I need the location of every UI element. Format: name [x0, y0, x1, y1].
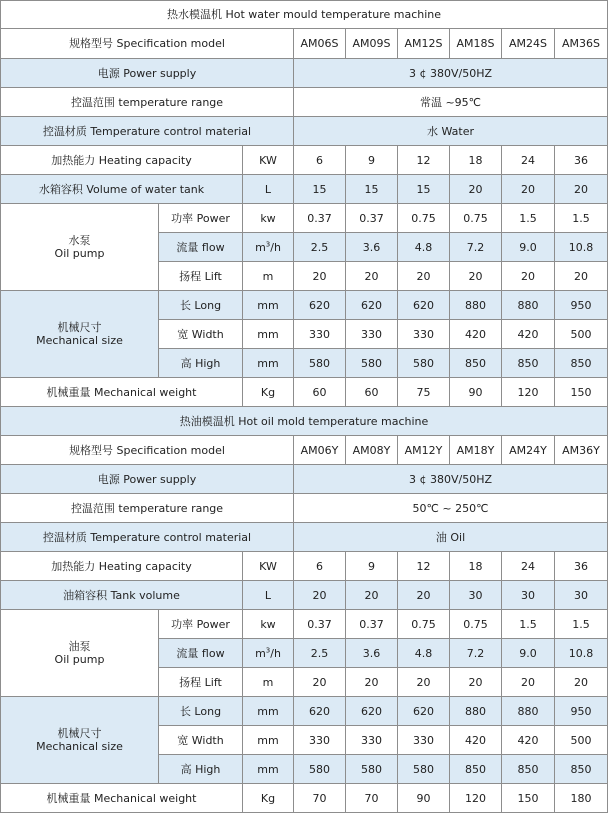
value-cell: 4.8 — [398, 639, 450, 668]
unit-cell: mm — [243, 755, 294, 784]
size-group-label — [1, 291, 159, 378]
size-label-en: Mechanical size — [36, 740, 123, 753]
oil-weight-row — [1, 784, 608, 813]
heating-label: 加热能力 Heating capacity — [1, 552, 243, 581]
model-cell: AM12S — [398, 29, 450, 59]
unit-cell: kw — [243, 610, 294, 639]
temp-material-value: 油 Oil — [294, 523, 608, 552]
value-cell: 180 — [555, 784, 608, 813]
value-cell: 850 — [555, 755, 608, 784]
value-cell: 6 — [294, 146, 346, 175]
value-cell: 7.2 — [450, 639, 502, 668]
value-cell: 2.5 — [294, 233, 346, 262]
value-cell: 420 — [450, 726, 502, 755]
value-cell: 20 — [502, 175, 555, 204]
value-cell: 70 — [346, 784, 398, 813]
value-cell: 580 — [346, 349, 398, 378]
pump-flow-label: 流量 flow — [159, 639, 243, 668]
heating-label: 加热能力 Heating capacity — [1, 146, 243, 175]
size-label-cn: 机械尺寸 — [57, 321, 102, 334]
value-cell: 150 — [555, 378, 608, 407]
size-group-label — [1, 697, 159, 784]
value-cell: 7.2 — [450, 233, 502, 262]
value-cell: 330 — [346, 726, 398, 755]
value-cell: 420 — [502, 320, 555, 349]
water-pump-power-row — [1, 204, 608, 233]
weight-label: 机械重量 Mechanical weight — [1, 378, 243, 407]
oil-title-row — [1, 407, 608, 436]
temp-range-label: 控温范围 temperature range — [1, 88, 294, 117]
value-cell: 620 — [346, 697, 398, 726]
value-cell: 880 — [502, 291, 555, 320]
temp-material-label: 控温材质 Temperature control material — [1, 117, 294, 146]
value-cell: 500 — [555, 320, 608, 349]
value-cell: 0.37 — [294, 610, 346, 639]
value-cell: 12 — [398, 146, 450, 175]
value-cell: 10.8 — [555, 233, 608, 262]
value-cell: 620 — [346, 291, 398, 320]
unit-cell: KW — [243, 146, 294, 175]
value-cell: 330 — [294, 726, 346, 755]
value-cell: 20 — [450, 175, 502, 204]
power-supply-label: 电源 Power supply — [1, 465, 294, 494]
value-cell: 20 — [294, 262, 346, 291]
value-cell: 20 — [555, 262, 608, 291]
value-cell: 24 — [502, 552, 555, 581]
value-cell: 0.37 — [346, 204, 398, 233]
value-cell: 0.37 — [294, 204, 346, 233]
water-heating-row — [1, 146, 608, 175]
value-cell: 2.5 — [294, 639, 346, 668]
model-cell: AM09S — [346, 29, 398, 59]
unit-cell: L — [243, 175, 294, 204]
value-cell: 60 — [346, 378, 398, 407]
temp-material-label: 控温材质 Temperature control material — [1, 523, 294, 552]
oil-pump-power-row — [1, 610, 608, 639]
pump-label-en: Oil pump — [54, 653, 105, 666]
value-cell: 330 — [346, 320, 398, 349]
pump-label-cn: 水泵 — [68, 234, 91, 247]
value-cell: 20 — [398, 262, 450, 291]
value-cell: 20 — [450, 668, 502, 697]
unit-cell — [243, 233, 294, 262]
value-cell: 6 — [294, 552, 346, 581]
pump-flow-label: 流量 flow — [159, 233, 243, 262]
model-cell: AM06Y — [294, 436, 346, 465]
unit-cell — [243, 639, 294, 668]
pump-lift-label: 扬程 Lift — [159, 668, 243, 697]
water-temp-range-row — [1, 88, 608, 117]
unit-cell: mm — [243, 726, 294, 755]
value-cell: 20 — [555, 668, 608, 697]
size-width-label: 宽 Width — [159, 726, 243, 755]
unit-tail: /h — [270, 646, 281, 660]
size-long-label: 长 Long — [159, 291, 243, 320]
value-cell: 4.8 — [398, 233, 450, 262]
value-cell: 620 — [398, 291, 450, 320]
value-cell: 500 — [555, 726, 608, 755]
value-cell: 620 — [294, 291, 346, 320]
value-cell: 15 — [398, 175, 450, 204]
value-cell: 20 — [398, 581, 450, 610]
weight-label: 机械重量 Mechanical weight — [1, 784, 243, 813]
spec-label: 规格型号 Specification model — [1, 29, 294, 59]
water-temp-material-row — [1, 117, 608, 146]
unit-cell: kw — [243, 204, 294, 233]
unit-sup: 3 — [265, 239, 271, 248]
value-cell: 9.0 — [502, 639, 555, 668]
oil-power-supply-row — [1, 465, 608, 494]
value-cell: 580 — [346, 755, 398, 784]
value-cell: 30 — [450, 581, 502, 610]
value-cell: 20 — [346, 262, 398, 291]
value-cell: 880 — [450, 291, 502, 320]
water-tank-row — [1, 175, 608, 204]
value-cell: 0.75 — [450, 610, 502, 639]
value-cell: 580 — [398, 755, 450, 784]
temp-range-value: 常温 ~95℃ — [294, 88, 608, 117]
value-cell: 850 — [450, 755, 502, 784]
model-cell: AM18S — [450, 29, 502, 59]
value-cell: 850 — [502, 755, 555, 784]
value-cell: 3.6 — [346, 639, 398, 668]
value-cell: 330 — [294, 320, 346, 349]
value-cell: 18 — [450, 552, 502, 581]
value-cell: 0.75 — [398, 610, 450, 639]
value-cell: 20 — [294, 581, 346, 610]
value-cell: 580 — [294, 349, 346, 378]
value-cell: 15 — [346, 175, 398, 204]
value-cell: 12 — [398, 552, 450, 581]
value-cell: 330 — [398, 726, 450, 755]
value-cell: 90 — [450, 378, 502, 407]
model-cell: AM06S — [294, 29, 346, 59]
value-cell: 1.5 — [555, 610, 608, 639]
value-cell: 880 — [502, 697, 555, 726]
value-cell: 620 — [398, 697, 450, 726]
pump-power-label: 功率 Power — [159, 204, 243, 233]
value-cell: 18 — [450, 146, 502, 175]
unit-cell: Kg — [243, 784, 294, 813]
temp-material-value: 水 Water — [294, 117, 608, 146]
tank-label: 水箱容积 Volume of water tank — [1, 175, 243, 204]
value-cell: 20 — [346, 581, 398, 610]
unit-cell: mm — [243, 320, 294, 349]
value-cell: 620 — [294, 697, 346, 726]
pump-group-label — [1, 204, 159, 291]
value-cell: 950 — [555, 291, 608, 320]
value-cell: 3.6 — [346, 233, 398, 262]
oil-heating-row — [1, 552, 608, 581]
pump-power-label: 功率 Power — [159, 610, 243, 639]
oil-spec-row — [1, 436, 608, 465]
size-label-en: Mechanical size — [36, 334, 123, 347]
size-high-label: 高 High — [159, 349, 243, 378]
tank-label: 油箱容积 Tank volume — [1, 581, 243, 610]
value-cell: 36 — [555, 552, 608, 581]
size-high-label: 高 High — [159, 755, 243, 784]
value-cell: 30 — [555, 581, 608, 610]
unit-cell: mm — [243, 349, 294, 378]
power-supply-value: 3 ¢ 380V/50HZ — [294, 465, 608, 494]
power-supply-value: 3 ¢ 380V/50HZ — [294, 59, 608, 88]
unit-base: m — [255, 240, 266, 254]
oil-temp-material-row — [1, 523, 608, 552]
pump-lift-label: 扬程 Lift — [159, 262, 243, 291]
value-cell: 1.5 — [555, 204, 608, 233]
value-cell: 20 — [294, 668, 346, 697]
value-cell: 1.5 — [502, 204, 555, 233]
model-cell: AM08Y — [346, 436, 398, 465]
value-cell: 90 — [398, 784, 450, 813]
value-cell: 580 — [398, 349, 450, 378]
unit-cell: mm — [243, 291, 294, 320]
value-cell: 150 — [502, 784, 555, 813]
value-cell: 950 — [555, 697, 608, 726]
pump-group-label — [1, 610, 159, 697]
model-cell: AM18Y — [450, 436, 502, 465]
power-supply-label: 电源 Power supply — [1, 59, 294, 88]
water-title-row — [1, 1, 608, 29]
unit-cell: L — [243, 581, 294, 610]
unit-cell: KW — [243, 552, 294, 581]
value-cell: 20 — [450, 262, 502, 291]
value-cell: 850 — [555, 349, 608, 378]
water-section-title: 热水模温机 Hot water mould temperature machine — [1, 1, 608, 29]
value-cell: 420 — [502, 726, 555, 755]
water-weight-row — [1, 378, 608, 407]
value-cell: 9.0 — [502, 233, 555, 262]
size-long-label: 长 Long — [159, 697, 243, 726]
model-cell: AM24S — [502, 29, 555, 59]
unit-sup: 3 — [265, 645, 271, 654]
value-cell: 1.5 — [502, 610, 555, 639]
size-width-label: 宽 Width — [159, 320, 243, 349]
water-size-long-row — [1, 291, 608, 320]
value-cell: 20 — [502, 668, 555, 697]
value-cell: 420 — [450, 320, 502, 349]
temp-range-value: 50℃ ~ 250℃ — [294, 494, 608, 523]
value-cell: 9 — [346, 552, 398, 581]
value-cell: 24 — [502, 146, 555, 175]
value-cell: 10.8 — [555, 639, 608, 668]
value-cell: 60 — [294, 378, 346, 407]
value-cell: 850 — [502, 349, 555, 378]
model-cell: AM36S — [555, 29, 608, 59]
oil-tank-row — [1, 581, 608, 610]
value-cell: 0.75 — [398, 204, 450, 233]
spec-label: 规格型号 Specification model — [1, 436, 294, 465]
unit-cell: m — [243, 262, 294, 291]
unit-base: m — [255, 646, 266, 660]
value-cell: 70 — [294, 784, 346, 813]
unit-tail: /h — [270, 240, 281, 254]
oil-size-long-row — [1, 697, 608, 726]
value-cell: 0.75 — [450, 204, 502, 233]
value-cell: 580 — [294, 755, 346, 784]
value-cell: 120 — [502, 378, 555, 407]
unit-cell: Kg — [243, 378, 294, 407]
model-cell: AM12Y — [398, 436, 450, 465]
value-cell: 30 — [502, 581, 555, 610]
value-cell: 850 — [450, 349, 502, 378]
value-cell: 0.37 — [346, 610, 398, 639]
temp-range-label: 控温范围 temperature range — [1, 494, 294, 523]
unit-cell: mm — [243, 697, 294, 726]
value-cell: 20 — [555, 175, 608, 204]
pump-label-cn: 油泵 — [68, 640, 91, 653]
model-cell: AM36Y — [555, 436, 608, 465]
value-cell: 15 — [294, 175, 346, 204]
water-spec-row — [1, 29, 608, 59]
model-cell: AM24Y — [502, 436, 555, 465]
value-cell: 120 — [450, 784, 502, 813]
pump-label-en: Oil pump — [54, 247, 105, 260]
value-cell: 36 — [555, 146, 608, 175]
unit-cell: m — [243, 668, 294, 697]
water-power-supply-row — [1, 59, 608, 88]
value-cell: 9 — [346, 146, 398, 175]
value-cell: 75 — [398, 378, 450, 407]
value-cell: 880 — [450, 697, 502, 726]
value-cell: 20 — [346, 668, 398, 697]
value-cell: 20 — [502, 262, 555, 291]
value-cell: 330 — [398, 320, 450, 349]
oil-temp-range-row — [1, 494, 608, 523]
oil-section-title: 热油模温机 Hot oil mold temperature machine — [1, 407, 608, 436]
value-cell: 20 — [398, 668, 450, 697]
size-label-cn: 机械尺寸 — [57, 727, 102, 740]
